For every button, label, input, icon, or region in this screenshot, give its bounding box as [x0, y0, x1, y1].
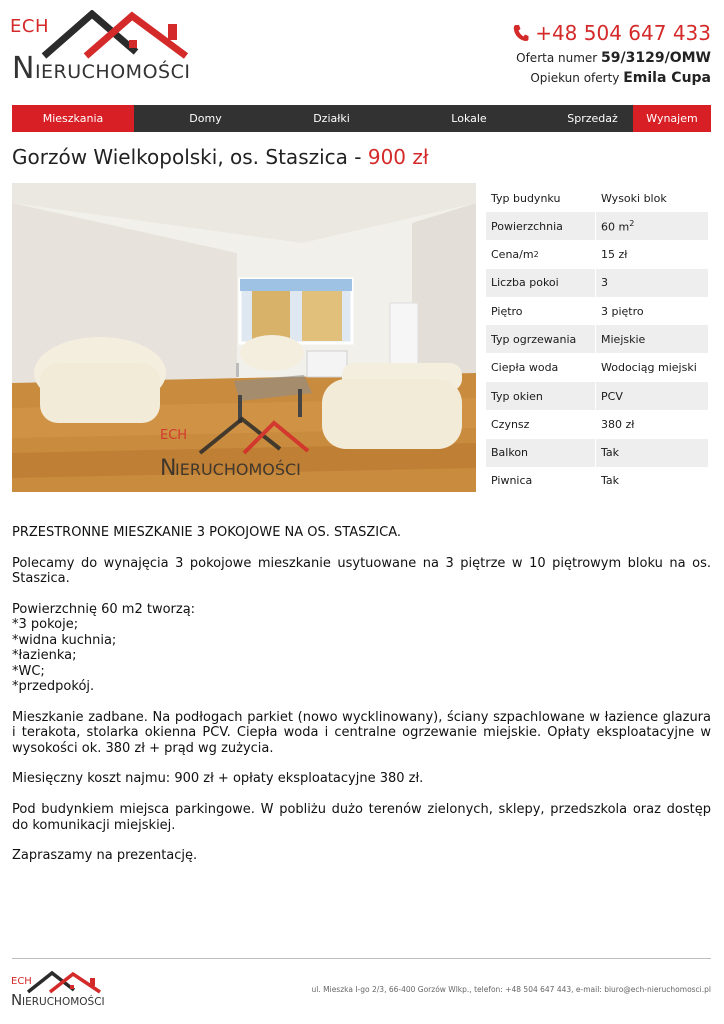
spec-value: 15 zł — [601, 248, 628, 262]
spec-value: 60 $m^2$ — [601, 218, 635, 234]
house-roof-icon — [10, 970, 106, 1010]
spec-value: Tak — [601, 446, 620, 460]
spec-value: Tak — [601, 474, 620, 488]
svg-text:N: N — [11, 991, 23, 1009]
nav-item-lokale[interactable]: Lokale — [451, 112, 487, 125]
spec-key: Liczba pokoi — [486, 269, 596, 297]
description-rooms-list: Powierzchnię 60 m2 tworzą: *3 pokoje; *widna kuchnia; *łazienka; *WC; *przedpokój. — [12, 602, 196, 695]
spec-row — [486, 354, 708, 382]
spec-key: Piętro — [486, 297, 596, 325]
spec-value: Miejskie — [601, 332, 646, 346]
spec-key: Powierzchnia — [486, 212, 596, 240]
spec-row — [486, 269, 708, 297]
footer-address: ul. Mieszka I-go 2/3, 66-400 Gorzów Wlkp., telefon: +48 504 647 443, e-mail: biuro@ech-nieruchomosci.pl — [311, 985, 711, 994]
spec-row — [486, 184, 708, 212]
footer-divider — [12, 958, 711, 959]
listing-photo[interactable] — [12, 183, 476, 492]
spec-key: Cena/m 2 — [486, 241, 596, 269]
phone-icon — [513, 22, 529, 48]
phone-line[interactable] — [513, 20, 711, 48]
spec-value: Wodociąg miejski — [601, 361, 697, 375]
logo-ech-text: ECH — [10, 16, 49, 37]
listing-title: Gorzów Wielkopolski, os. Staszica - 900 zł — [12, 145, 429, 169]
description-paragraph: Miesięczny koszt najmu: 900 zł + opłaty eksploatacyjne 380 zł. — [12, 771, 424, 787]
nav-item-dzialki[interactable]: Działki — [313, 112, 350, 125]
svg-text:IERUCHOMOŚCI: IERUCHOMOŚCI — [22, 996, 105, 1008]
contact-block — [513, 20, 711, 88]
description-paragraph: Zapraszamy na prezentację. — [12, 848, 198, 864]
agent-line: Opiekun oferty Emila Cupa — [530, 70, 711, 86]
spec-row — [486, 241, 708, 269]
spec-row — [486, 439, 708, 467]
offer-number-line: Oferta numer 59/3129/OMW — [516, 50, 711, 66]
spec-row — [486, 410, 708, 438]
company-logo[interactable] — [10, 10, 191, 86]
svg-text:IERUCHOMOŚCI: IERUCHOMOŚCI — [175, 460, 301, 479]
spec-value: PCV — [601, 389, 623, 403]
svg-text:ECH: ECH — [160, 428, 188, 443]
spec-key: Ciepła woda — [486, 354, 596, 382]
footer-logo[interactable] — [10, 970, 106, 1010]
spec-key: Piwnica — [486, 467, 596, 495]
description-headline: PRZESTRONNE MIESZKANIE 3 POKOJOWE NA OS. STASZICA. — [12, 525, 401, 540]
nav-item-wynajem[interactable]: Wynajem — [633, 105, 711, 132]
description-paragraph: Polecamy do wynajęcia 3 pokojowe mieszkanie usytuowane na 3 piętrze w 10 piętrowym bloku na os. Staszica. — [12, 555, 711, 587]
nav-item-domy[interactable]: Domy — [189, 112, 222, 125]
spec-key: Typ ogrzewania — [486, 325, 596, 353]
nav-item-mieszkania[interactable]: Mieszkania — [12, 105, 134, 132]
room-photo-image — [12, 183, 476, 492]
nav-item-sprzedaz[interactable]: Sprzedaż — [567, 112, 618, 125]
listing-price: 900 zł — [367, 145, 429, 169]
specs-table — [486, 184, 708, 495]
agent-name: Emila Cupa — [623, 70, 711, 86]
phone-number[interactable]: +48 504 647 433 — [535, 21, 711, 45]
spec-row — [486, 297, 708, 325]
spec-key: Balkon — [486, 439, 596, 467]
spec-value: 3 piętro — [601, 304, 644, 318]
spec-value: Wysoki blok — [601, 191, 667, 205]
main-nav — [12, 105, 711, 132]
svg-text:N: N — [160, 456, 177, 481]
spec-value: 380 zł — [601, 417, 635, 431]
spec-key: Typ budynku — [486, 184, 596, 212]
spec-value: 3 — [601, 276, 608, 290]
spec-row — [486, 212, 708, 240]
description-paragraph: Mieszkanie zadbane. Na podłogach parkiet (nowo wycklinowany), ściany szpachlowane w łazience glazura i terakota, stolarka okienna PCV. Ciepła woda i centralne ogrzewanie miejskie. Opłaty eksploatacyjne w wysokości ok. 380 zł + prąd wg zużycia. — [12, 709, 711, 756]
description-paragraph: Pod budynkiem miejsca parkingowe. W pobliżu dużo terenów zielonych, sklepy, przedszkola oraz dostęp do komunikacji miejskiej. — [12, 802, 711, 833]
listing-description — [12, 525, 711, 879]
spec-row — [486, 325, 708, 353]
spec-row — [486, 382, 708, 410]
spec-key: Czynsz — [486, 410, 596, 438]
svg-text:ECH: ECH — [11, 976, 32, 987]
logo-wordmark: NIERUCHOMOŚCI — [12, 51, 191, 86]
spec-row — [486, 467, 708, 495]
offer-number: 59/3129/OMW — [601, 50, 711, 66]
spec-key: Typ okien — [486, 382, 596, 410]
